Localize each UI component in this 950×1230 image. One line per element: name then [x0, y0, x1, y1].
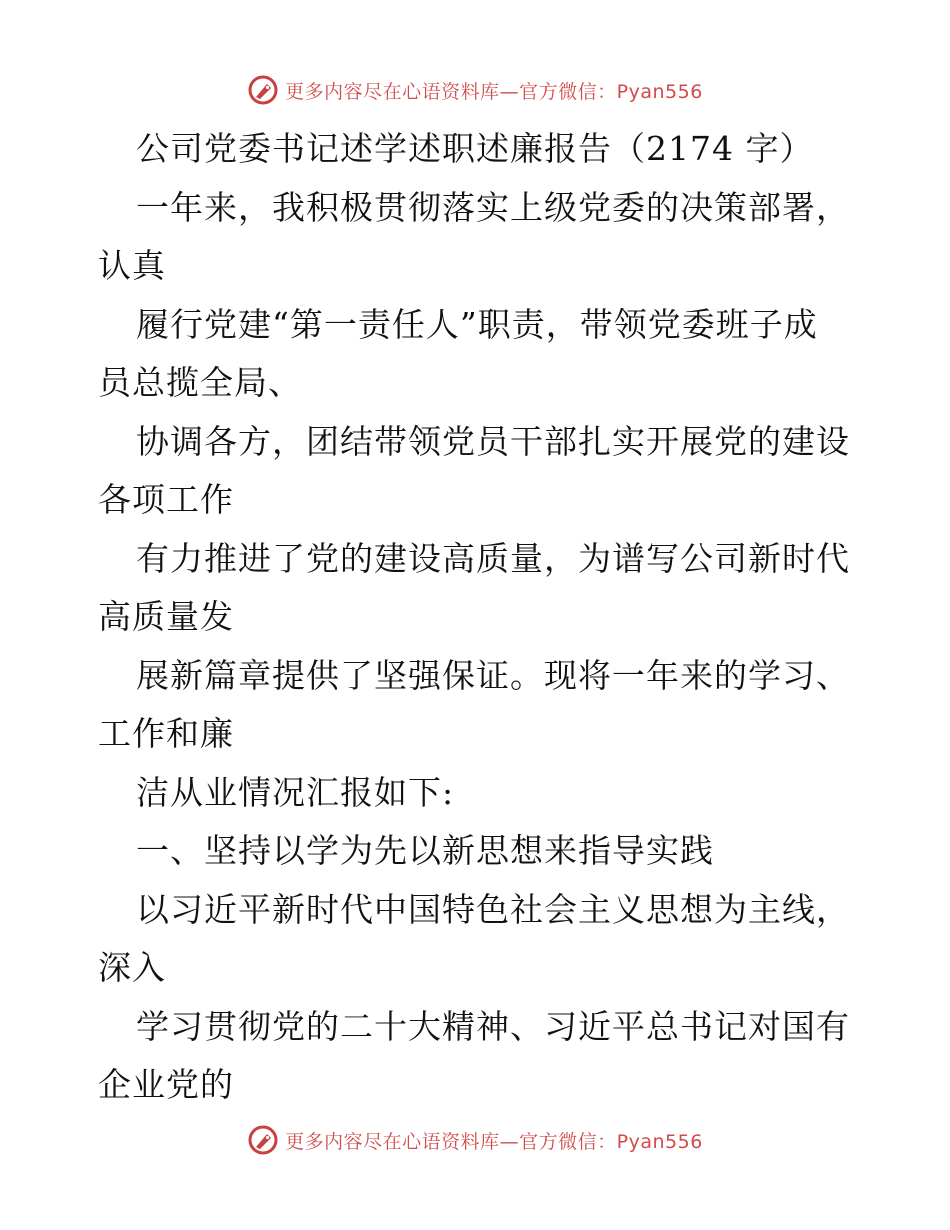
paragraph-line: 各项工作	[98, 480, 234, 519]
footer-banner	[0, 1122, 950, 1158]
paragraph-line: 一年来，我积极贯彻落实上级党委的决策部署，	[136, 187, 850, 227]
pen-nib-logo-icon	[247, 1124, 279, 1156]
paragraph-line: 企业党的	[98, 1065, 234, 1104]
section-heading: 一、坚持以学为先以新思想来指导实践	[136, 831, 714, 870]
paragraph-line: 洁从业情况汇报如下:	[136, 772, 455, 812]
paragraph-line: 高质量发	[98, 597, 234, 636]
paragraph-line: 以习近平新时代中国特色社会主义思想为主线，	[136, 889, 850, 929]
paragraph-line: 履行党建“第一责任人”职责，带领党委班子成	[136, 304, 818, 344]
paragraph-line: 工作和廉	[98, 714, 234, 753]
document-body	[98, 120, 858, 1115]
paragraph-line: 深入	[98, 948, 166, 987]
header-banner-text: 更多内容尽在心语资料库—官方微信：Pyan556	[285, 80, 703, 103]
footer-banner-text: 更多内容尽在心语资料库—官方微信：Pyan556	[285, 1130, 703, 1153]
paragraph-line: 员总揽全局、	[98, 363, 302, 402]
paragraph-line: 协调各方，团结带领党员干部扎实开展党的建设	[136, 421, 850, 461]
pen-nib-logo-icon	[247, 74, 279, 106]
paragraph-line: 学习贯彻党的二十大精神、习近平总书记对国有	[136, 1006, 850, 1046]
document-title: 公司党委书记述学述职述廉报告（2174 字）	[136, 129, 814, 168]
paragraph-line: 展新篇章提供了坚强保证。现将一年来的学习、	[136, 655, 850, 695]
paragraph-line: 有力推进了党的建设高质量，为谱写公司新时代	[136, 538, 850, 578]
header-banner	[0, 72, 950, 108]
paragraph-line: 认真	[98, 246, 166, 285]
